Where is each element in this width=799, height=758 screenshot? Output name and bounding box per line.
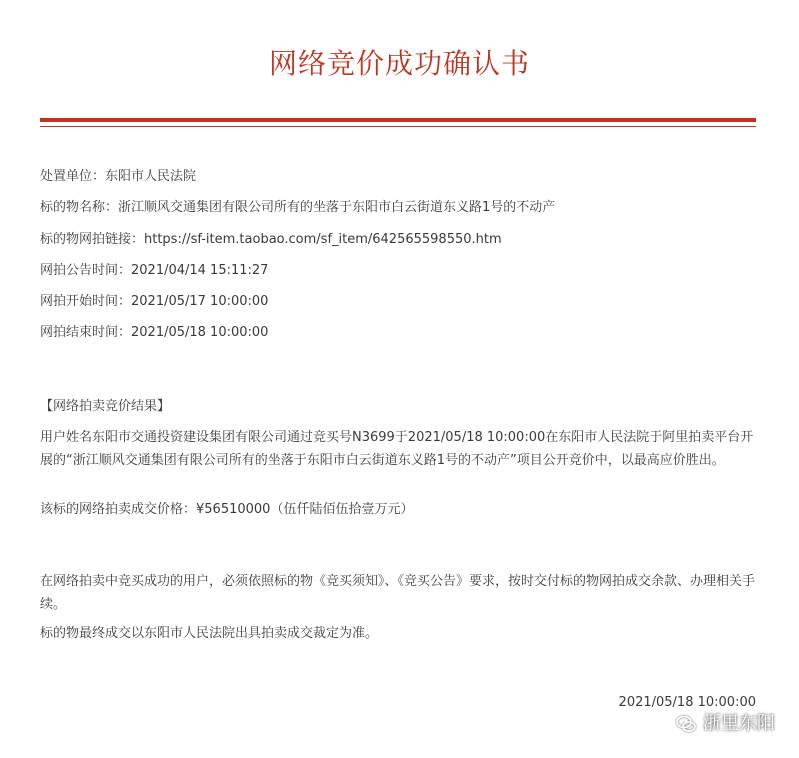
final-paragraph: 标的物最终成交以东阳市人民法院出具拍卖成交裁定为准。 — [40, 626, 379, 641]
result-heading: 【网络拍卖竞价结果】 — [40, 399, 171, 414]
auction-link: 标的物网拍链接：https://sf-item.taobao.com/sf_item/642565598550.htm — [40, 231, 502, 247]
title-divider-thin — [40, 126, 756, 127]
document-title: 网络竞价成功确认书 — [268, 47, 530, 80]
document-date: 2021/05/18 10:00:00 — [618, 695, 756, 710]
announcement-time: 网拍公告时间：2021/04/14 15:11:27 — [40, 262, 269, 278]
auction-info-block — [40, 168, 760, 356]
result-paragraph: 用户姓名东阳市交通投资建设集团有限公司通过竞买号N3699于2021/05/18 10:00:00在东阳市人民法院于阿里拍卖平台开展的“浙江顺风交通集团有限公司所有的坐落于东阳市白云街道东义路1号的不动产”项目公开竞价中，以最高应价胜出。 — [40, 430, 754, 468]
disposal-unit: 处置单位：东阳市人民法院 — [40, 169, 197, 184]
end-time: 网拍结束时间：2021/05/18 10:00:00 — [40, 325, 269, 341]
start-time: 网拍开始时间：2021/05/17 10:00:00 — [40, 294, 269, 310]
price-line: 该标的网络拍卖成交价格：¥56510000（伍仟陆佰伍拾壹万元） — [40, 502, 414, 517]
watermark-text: 浙里东阳 — [703, 713, 775, 734]
title-divider-thick — [40, 118, 756, 122]
subject-name: 标的物名称：浙江顺风交通集团有限公司所有的坐落于东阳市白云街道东义路1号的不动产 — [40, 200, 556, 216]
watermark — [675, 712, 775, 736]
notice-paragraph: 在网络拍卖中竞买成功的用户，必须依照标的物《竞买须知》、《竞买公告》要求，按时交付标的物网拍成交余款、办理相关手续。 — [40, 574, 756, 612]
wechat-icon — [675, 713, 697, 735]
